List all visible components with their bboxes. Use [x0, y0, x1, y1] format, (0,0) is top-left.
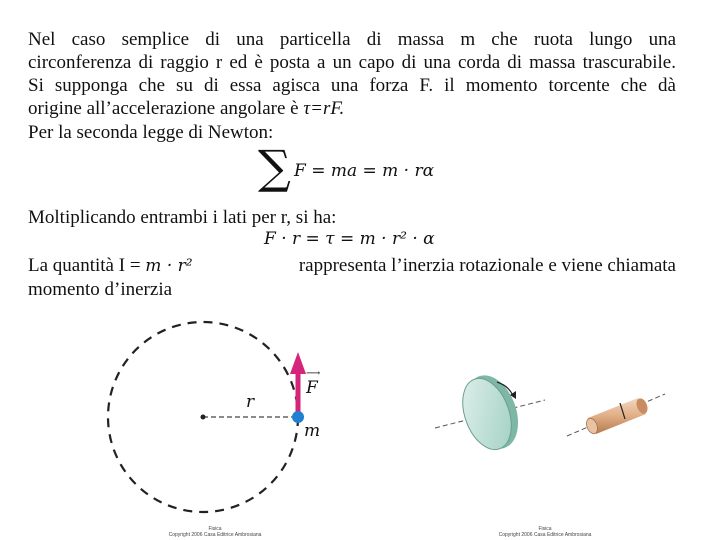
force-label [306, 368, 321, 398]
inertia-formula: m · r² [145, 256, 193, 276]
equation-newton-text: F = ma = m · rα [294, 161, 435, 181]
caption-right-title: Fisica [538, 526, 552, 532]
cylinder-body [588, 398, 646, 434]
intro-line-1: Nel caso semplice di una particella di massa m che ruota lungo una [28, 29, 676, 50]
torque-formula: τ=rF. [303, 98, 345, 119]
mass-particle [292, 411, 304, 423]
mass-label: m [304, 421, 321, 441]
caption-left [168, 526, 262, 538]
center-dot [201, 415, 206, 420]
inertia-line-1 [28, 254, 676, 278]
dashed-circle [108, 322, 298, 512]
caption-left-copy: Copyright 2006 Casa Editrice Ambrosiana [168, 532, 262, 538]
inertia-prefix [28, 254, 193, 278]
intro-line-3: Si supponga che su di essa agisca una forza F. il momento torcente che dà [28, 75, 676, 96]
multiply-text: Moltiplicando entrambi i lati per r, si ha: [28, 207, 337, 228]
disk-axis [435, 400, 545, 428]
force-arrow-head [290, 352, 306, 374]
inertia-line-2: momento d’inerzia [28, 279, 173, 300]
caption-right-copy: Copyright 2006 Casa Editrice Ambrosiana [498, 532, 592, 538]
summation-symbol: ∑ [258, 140, 291, 194]
cylinder-rotation-mark [620, 403, 625, 419]
cylinder-end-right [634, 397, 649, 416]
newton-law-text: Per la seconda legge di Newton: [28, 122, 274, 143]
disk-edge [456, 368, 527, 456]
intro-line-4-text: origine all’accelerazione angolare è [28, 98, 304, 119]
inertia-paragraph [28, 254, 676, 301]
inertia-suffix: rappresenta l’inerzia rotazionale e viene chiamata [298, 255, 676, 276]
force-vector-arrow: ⟶ [306, 368, 321, 379]
caption-right [498, 526, 592, 538]
equation-torque: F · r = τ = m · r² · α [264, 229, 435, 249]
force-label-text: F [306, 378, 318, 398]
intro-line-2: circonferenza di raggio r ed è posta a un capo di una corda di massa trascurabile. [28, 52, 676, 73]
caption-left-title: Fisica [208, 526, 222, 532]
cylinder-end-left [584, 417, 599, 436]
disk-rotation-arrowhead [510, 391, 516, 399]
radius-label: r [246, 392, 255, 412]
intro-line-4 [28, 97, 676, 120]
disk-rotation-arrow [497, 382, 513, 396]
paragraph-intro [28, 28, 676, 97]
cylinder-axis [567, 394, 665, 436]
disk [454, 372, 521, 457]
inertia-prefix-text: La quantità I = [28, 255, 146, 276]
